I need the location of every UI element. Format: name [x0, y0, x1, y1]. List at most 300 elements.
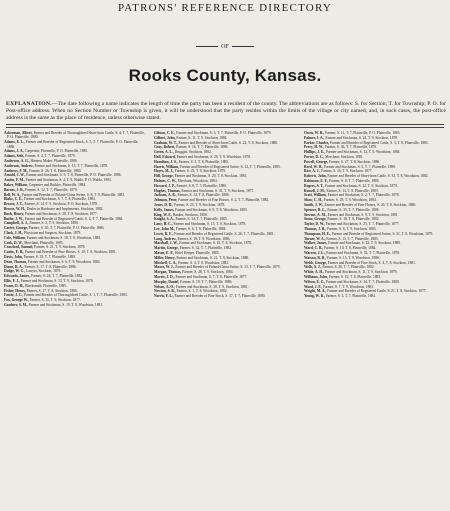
entry-name: Curtis, E. B., [4, 250, 24, 255]
entry-details: Farmer and Breeder of Poland-China Swine, S. 8, T. 9, Plainville, 1881. [21, 192, 126, 197]
entry-details: Farmer and Stockman, S. 10, T. 8, Stockton, 1878. [179, 241, 252, 246]
directory-entry [4, 212, 146, 216]
entry-details: Farmer and Stockman, S. 12, T. 9, Woodston, 1884. [326, 150, 401, 155]
entry-details: Farmer, S. 4, T. 7, Plainville, 1879. [25, 154, 76, 159]
directory-entry [304, 241, 446, 245]
entry-name: Anderson, Andrew, [4, 163, 34, 168]
directory-entry [304, 294, 446, 298]
entry-details: Farmer and Breeder of Poland-China Swine, S. 13, T. 7, Plainville, 1879. [175, 265, 281, 270]
directory-entry [4, 298, 146, 302]
entry-details: Farmer and Stockman, S. 13, T. 9, Stockton, 1878. [20, 278, 94, 283]
entry-name: Graham, W. T., [154, 140, 178, 145]
entry-details: Blacksmith, Plainville, 1885. [25, 283, 67, 288]
entry-name: Hill, George, [154, 174, 174, 179]
directory-entry [154, 174, 296, 178]
entry-name: Foster, J. C., [4, 293, 24, 298]
directory-entry [154, 150, 296, 154]
divider-rule [6, 124, 444, 125]
entry-name: Newton, S. B., [154, 289, 176, 294]
entry-name: Dixon, R. A., [4, 264, 24, 269]
entry-name: White, A. H., [304, 270, 324, 275]
entry-details: Farmer, S. 34, T. 7, Plainville, 1885. [175, 217, 228, 222]
directory-entry [4, 169, 146, 173]
entry-name: Morgan, Thomas, [154, 270, 182, 275]
entry-details: Farmer, S. 35, T. 9, Stockton, 1877. [29, 298, 81, 303]
entry-details: Farmer, S. 7, T. 9, Woodston, 1883. [322, 284, 374, 289]
directory-entry [4, 303, 146, 307]
entry-name: Wilson, E. C., [304, 279, 326, 284]
explanation-label: EXPLANATION. [6, 101, 52, 107]
directory-entry [154, 222, 296, 226]
entry-name: Scott, William, [304, 193, 327, 198]
entry-name: Rice, A. J., [304, 169, 321, 174]
entry-name: Adams, J. A., [4, 149, 25, 154]
directory-title: PATRONS' REFERENCE DIRECTORY [117, 2, 333, 14]
entry-details: Farmer and Stockman, S. 11, T. 9, Stockton, 1879. [324, 270, 398, 275]
entry-details: Farmer, S. 8, T. 7, Plainville, 1885. [329, 178, 380, 183]
entry-name: Brown, W. H., [4, 206, 26, 211]
directory-entry [154, 246, 296, 250]
entry-details: Farmer and Breeder of Fine Horses, S. 10, T. 8, Stockton, 1881. [24, 250, 117, 255]
entry-name: Brown, J. T., [4, 202, 24, 207]
entry-details: Farmer, S. 27, T. 8, Stockton, 1880. [26, 288, 78, 293]
entry-name: Campbell, A. J., [4, 221, 29, 226]
directory-entry [154, 275, 296, 279]
directory-entry [304, 208, 446, 212]
directory-entry [154, 141, 296, 145]
entry-details: Farmer, S. 18, T. 8, Plainville, 1882. [327, 217, 380, 222]
directory-entry [154, 251, 296, 255]
directory-entry [154, 165, 296, 169]
entry-details: Farmer and Stockman, S. 24, T. 9, Stockton, 1878. [325, 135, 398, 140]
directory-entry [154, 217, 296, 221]
directory-columns [4, 131, 446, 509]
directory-entry [304, 155, 446, 159]
directory-entry [304, 270, 446, 274]
entry-details: Farmer and Stockman, S. 5, T. 7, Plainville, 1880. [324, 164, 396, 169]
entry-name: Hayes, M. J., [154, 169, 174, 174]
directory-entry [154, 261, 296, 265]
entry-details: Merchant, Stockton, 1881. [325, 154, 364, 159]
directory-column-2 [154, 131, 296, 509]
explanation-text: —The date following a name indicates the length of time the party has been a resident of the county. The abbreviations are as follows: S. for Section; T. for Township; P. O. for Post-office address. When no Section Number or Township is given, it will be understood that the party resides within the limits of the village or city named, and, in such cases, the post-office address is the same as the place of residence, unless otherwise stated. [6, 101, 446, 121]
entry-details: Farmer and Stockman, S. 2, T. 7, Plainville, 1878. [327, 193, 400, 198]
entry-name: Morris, J. D., [154, 274, 175, 279]
entry-details: Farmer, S. 24, T. 7, Plainville, 1882. [30, 274, 84, 279]
entry-details: Farmer and Breeder of Registered Cattle, S. 21, T. 8, Stockton, 1877. [327, 289, 427, 294]
entry-details: Farmer, S. 4, T. 8, Woodston, 1883. [178, 260, 230, 265]
explanation-paragraph [6, 101, 446, 122]
entry-details: Farmer, S. 2, T. 9, Stockton, 1880. [29, 221, 79, 226]
entry-details: Farmer and Stockman, S. 25, T. 7, Plainville, 1877. [325, 222, 400, 227]
entry-details: Farmer and Stockman, S. 9, T. 8, Woodston, 1883. [175, 207, 248, 212]
entry-name: Mason, E. P., [154, 250, 175, 255]
entry-name: Moore, W. J., [154, 265, 175, 270]
entry-details: Farmer and Stockman, S. 3, T. 7, Plainville, P. O. Plainville, 1879. [176, 131, 272, 135]
directory-entry [4, 293, 146, 297]
directory-entry [154, 232, 296, 236]
entry-name: Ward, C. B., [304, 246, 324, 251]
entry-details: Farmer, S. 29, T. 9, Woodston, 1884. [323, 198, 377, 203]
entry-details: Farmer, S. 16, T. 9, Stockton, 1877. [321, 169, 373, 174]
entry-name: Clark, J. H., [4, 230, 23, 235]
entry-details: Farmer and Stockman, S. 32, T. 7, Plainville, 1878. [326, 250, 401, 255]
entry-details: Hotel Keeper, Plainville, 1885. [174, 250, 220, 255]
entry-details: Farmer, S. 3, T. 7, Plainville, 1884. [325, 294, 377, 299]
directory-entry [4, 236, 146, 240]
entry-name: Jackson, A. B., [154, 193, 177, 198]
entry-name: Marshall, J. W., [154, 241, 179, 246]
directory-entry [4, 164, 146, 168]
directory-entry [154, 189, 296, 193]
directory-entry [154, 270, 296, 274]
entry-name: Ellis, F. J., [4, 278, 20, 283]
directory-entry [4, 149, 146, 153]
directory-entry [304, 275, 446, 279]
directory-entry [4, 140, 146, 149]
entry-name: Norris, F. L., [154, 294, 174, 299]
directory-entry [154, 203, 296, 207]
entry-details: Farmer, S. 19, T. 8, Plainville, 1885. [328, 274, 382, 279]
county-title: Rooks County, Kansas. [128, 66, 322, 85]
entry-details: Druggist, Stockton, 1882. [174, 150, 212, 155]
entry-details: Farmer and Stockman, S. 15, T. 9, Stockton, 1879. [173, 222, 247, 227]
directory-entry [304, 145, 446, 149]
entry-details: Farmer, S. 17, T. 8, Plainville, 1886. [24, 264, 77, 269]
entry-details: Farmer, S. 36, T. 7, Plainville, 1879. [324, 145, 378, 150]
entry-details: Farmer, S. 26, T. 8, Plainville, 1880. [29, 168, 82, 173]
entry-details: Farmer and Breeder of Registered Stock, S. 5, T. 7, Plainville, P. O. Plainville, 1886. [7, 140, 139, 149]
entry-name: Howard, J. P., [154, 183, 176, 188]
directory-entry [304, 222, 446, 226]
entry-details: Farmer, S. 8, T. 7, Plainville, 1880. [176, 183, 227, 188]
directory-entry [304, 232, 446, 236]
directory-entry [304, 193, 446, 197]
directory-entry [4, 279, 146, 283]
entry-name: Wood, J. F., [304, 284, 323, 289]
directory-entry [304, 213, 446, 217]
directory-entry [154, 256, 296, 260]
divider-rule [6, 127, 444, 128]
entry-name: Owen, W. R., [304, 131, 325, 135]
directory-entry [154, 227, 296, 231]
entry-name: Lane, H. C., [154, 222, 173, 227]
entry-details: Farmer and Breeder of Short-horn Cattle, S. 22, T. 8, Stockton, 1880. [178, 140, 279, 145]
entry-details: Farmer and Stockman, S. 28, T. 8, Stockton, 1877. [24, 211, 98, 216]
directory-entry [304, 237, 446, 241]
entry-name: Porter, D. C., [304, 154, 325, 159]
entry-details: Farmer and Stockman, S. 4, T. 9, Waldo, P. O. Waldo, 1883. [25, 178, 112, 183]
entry-name: Butler, J. W., [4, 216, 24, 221]
entry-name: Carter, George, [4, 226, 28, 231]
entry-details: Farmer and Stockman, S. 31, T. 9, Stockton, 1877. [181, 188, 255, 193]
entry-name: Spencer, R. L., [304, 207, 327, 212]
directory-entry [154, 169, 296, 173]
entry-details: Farmer, S. 23, T. 9, Stockton, 1878. [174, 202, 226, 207]
entry-name: Bell, W. A., [4, 192, 21, 197]
entry-name: Fisher, Henry, [4, 288, 26, 293]
directory-entry [304, 169, 446, 173]
entry-name: Reed, W. H., [304, 164, 324, 169]
directory-entry [304, 227, 446, 231]
directory-entry [4, 183, 146, 187]
directory-entry [4, 260, 146, 264]
entry-details: Farmer, S. 1, T. 8, Woodston, 1882. [176, 289, 228, 294]
directory-entry [154, 136, 296, 140]
entry-name: Cook, D. W., [4, 240, 24, 245]
entry-details: Farmer, S. 19, T. 7, Plainville, 1886. [180, 279, 233, 284]
entry-details: Farmer, S. 13, T. 7, Plainville, 1883. [326, 236, 379, 241]
directory-entry [154, 208, 296, 212]
entry-name: Powell, George, [304, 159, 329, 164]
entry-details: Farmer, S. 16, T. 7, Plainville, 1886. [176, 145, 229, 150]
directory-entry [304, 184, 446, 188]
directory-entry [304, 189, 446, 193]
entry-name: Watson, R. D., [304, 255, 327, 260]
entry-details: Farmer and Stockman, S. 30, T. 9, Stockton, 1881. [175, 284, 249, 289]
entry-name: Arnold, J. W., [4, 173, 26, 178]
entry-details: Farmer and Stockman, S. 22, T. 9, Stockton, 1879. [325, 183, 398, 188]
entry-name: Gardner, S. M., [4, 302, 28, 307]
entry-name: Thomas, J. R., [304, 226, 327, 231]
entry-name: Rogers, S. T., [304, 183, 325, 188]
entry-name: Mitchell, C. A., [154, 260, 178, 265]
entry-name: Walker, James, [304, 241, 328, 246]
entry-details: Farmer, S. 15, T. 9, Woodston, 1886. [327, 255, 380, 260]
directory-entry [304, 289, 446, 293]
entry-details: Farmer and Stockman, S. 15, T. 7, Plainville, 1878. [34, 163, 109, 168]
entry-details: Farmer, S. 28, T. 9, Stockton, 1884. [182, 270, 234, 275]
entry-name: Adams, E. L., [4, 140, 25, 145]
entry-details: Farmer and Stockman, S. 6, T. 9, Woodston, 1884. [27, 259, 101, 264]
entry-details: Farmer and Stockman, S. 23, T. 9, Stockton, 1880. [328, 241, 401, 246]
entry-details: Farmer and Stockman, S. 7, T. 8, Plainville, 1885. [24, 197, 96, 202]
directory-entry [154, 280, 296, 284]
entry-name: Wright, M. A., [304, 289, 327, 294]
entry-name: Stone, George, [304, 217, 327, 222]
entry-name: Hamilton, J. S., [154, 159, 178, 164]
entry-details: Farmer, S. 12, T. 7, Plainville, 1879. [25, 187, 78, 192]
directory-entry [304, 174, 446, 178]
entry-details: Farmer and Breeder of Fine Horses, S. 20, T. 8, Stockton, 1880. [324, 202, 417, 207]
entry-details: Farmer, S. 14, T. 8, Plainville, 1886. [177, 193, 230, 198]
entry-name: Evans, D. H., [4, 283, 25, 288]
entry-name: Robinson, E. F., [304, 178, 329, 183]
directory-entry [4, 241, 146, 245]
directory-entry [154, 155, 296, 159]
entry-name: Murphy, Daniel, [154, 279, 180, 284]
directory-entry [304, 179, 446, 183]
entry-details: Farmer, S. 11, T. 7, Plainville, P. O. Plainville, 1885. [325, 131, 401, 135]
entry-name: Webb, George, [304, 260, 327, 265]
entry-name: Martin, George, [154, 246, 179, 251]
entry-details: Farmer and Breeder of Registered Cattle, S. 4, T. 7, Plainville, 1884. [24, 216, 124, 221]
entry-details: Farmer, S. 21, T. 9, Stockton, 1878. [34, 245, 86, 250]
entry-name: Nelson, A. O., [154, 284, 175, 289]
entry-name: Green, A. L., [154, 150, 174, 155]
directory-entry [304, 256, 446, 260]
entry-details: Merchant, Woodston, 1884. [177, 178, 218, 183]
entry-details: Farmer, S. 35, T. 7, Plainville, 1886. [327, 207, 380, 212]
entry-name: Lewis, R. E., [154, 231, 174, 236]
directory-entry [154, 184, 296, 188]
directory-entry [304, 136, 446, 140]
directory-entry [154, 193, 296, 197]
directory-entry [304, 131, 446, 135]
directory-entry [154, 241, 296, 245]
entry-details: Physician and Surgeon, Stockton, 1879. [23, 230, 82, 235]
directory-entry [154, 160, 296, 164]
directory-entry [304, 246, 446, 250]
entry-name: Blake, C. E., [4, 197, 24, 202]
entry-name: Baker, William, [4, 182, 28, 187]
entry-details: Merchant, Plainville, 1885. [24, 240, 64, 245]
entry-details: Harness Maker, Plainville, 1886. [30, 159, 78, 163]
entry-name: Roberts, John, [304, 174, 327, 179]
entry-name: Adams, Seth, [4, 154, 25, 159]
entry-details: Farmer and Breeder of Registered Swine, S. 12, T. 7, Plainville, 1885. [180, 164, 281, 169]
directory-column-3 [304, 131, 446, 509]
directory-entry [154, 237, 296, 241]
entry-name: Barnes, J. B., [4, 187, 25, 192]
entry-name: Fox, George W., [4, 298, 29, 303]
entry-name: Thompson, H. E., [304, 231, 331, 236]
directory-entry [304, 141, 446, 145]
directory-entry [304, 160, 446, 164]
directory-entry [154, 265, 296, 269]
directory-entry [304, 150, 446, 154]
entry-details: Farmer and Breeder of Thoroughbred Cattle, S. 1, T. 7, Plainville, 1883. [24, 293, 128, 298]
entry-details: Farmer, S. 11, T. 9, Stockton, 1884. [176, 135, 228, 140]
directory-entry [154, 145, 296, 149]
entry-name: Holmes, C. W., [154, 178, 177, 183]
directory-entry [4, 250, 146, 254]
entry-name: Cole, William, [4, 235, 26, 240]
directory-entry [4, 131, 146, 140]
directory-entry [4, 159, 146, 163]
entry-details: Farmer, S. 14, T. 9, Stockton, P. O. Stockton, 1878. [24, 202, 98, 207]
directory-entry [4, 197, 146, 201]
entry-details: Farmer and Breeder of Fine Stock, S. 4, T. 8, Stockton, 1881. [327, 260, 416, 265]
entry-details: Farmer and Stockman, S. 18, T. 8, Woodston, 1883. [26, 235, 102, 240]
entry-name: Davis, John, [4, 254, 23, 259]
entry-name: Gray, Robert, [154, 145, 176, 150]
entry-name: Wells, S. J., [304, 265, 322, 270]
directory-entry [4, 284, 146, 288]
directory-entry [304, 285, 446, 289]
directory-entry [304, 198, 446, 202]
entry-name: Gilbert, John, [154, 135, 176, 140]
entry-name: Andrews, F. M., [4, 168, 29, 173]
entry-details: Farmer and Stockman, S. 21, T. 9, Stockton, 1880. [176, 255, 250, 260]
directory-entry [4, 154, 146, 158]
entry-name: Stevens, A. M., [304, 212, 327, 217]
entry-details: Farmer, S. 27, T. 8, Stockton, 1886. [328, 159, 381, 164]
entry-details: Farmer and Breeder of Thoroughbred Short-horn Cattle, S. 4, T. 7, Plainville, P. O. Plainville, 1880. [7, 131, 145, 140]
entry-name: Austin, F. M., [4, 178, 25, 183]
directory-entry [4, 188, 146, 192]
entry-name: Dodge, W. C., [4, 269, 25, 274]
entry-details: Farmer, S. 33, T. 7, Plainville, 1880. [23, 254, 76, 259]
directory-entry [4, 221, 146, 225]
entry-name: Taylor, D. W., [304, 222, 325, 227]
directory-entry [304, 217, 446, 221]
entry-name: Phillips, J. E., [304, 150, 326, 155]
entry-name: Smith, J. W., [304, 202, 324, 207]
entry-details: Farmer, S. 32, T. 7, Plainville, 1882. [179, 246, 232, 251]
directory-entry [154, 198, 296, 202]
entry-name: Knight, S. A., [154, 217, 175, 222]
entry-name: Hall, Edward, [154, 154, 176, 159]
entry-details: Farmer and Stockman, S. 19, T. 8, Woodston, 1881. [28, 302, 104, 307]
entry-details: Farmer, S. 14, T. 8, Plainville, 1883. [326, 188, 379, 193]
entry-details: Farmer and Stockman, S. 9, T. 9, Stockton, 1881. [327, 212, 399, 217]
entry-details: Carpenter, Plainville, P. O. Plainville, 1885. [25, 149, 89, 154]
entry-name: Turner, W. A., [304, 236, 326, 241]
entry-details: Farmer and Breeder of Registered Cattle, S. 26, T. 7, Plainville, 1881. [174, 231, 275, 236]
entry-name: Hughes, Thomas, [154, 188, 181, 193]
entry-details: Farmer and Breeder of Short-horn Cattle, S. 33, T. 8, Woodston, 1882. [327, 174, 429, 179]
of-label: OF [0, 44, 450, 50]
entry-name: Lee, John M., [154, 226, 176, 231]
entry-details: Farmer, S. 6, T. 9, Stockton, 1885. [327, 226, 377, 231]
directory-entry [4, 231, 146, 235]
directory-entry [4, 226, 146, 230]
entry-details: Farmer, S. 5, T. 8, Plainville, 1883. [178, 159, 230, 164]
entry-name: Russell, J. M., [304, 188, 326, 193]
directory-entry [4, 173, 146, 177]
directory-entry [4, 269, 146, 273]
entry-name: Harris, William, [154, 164, 180, 169]
entry-details: Farmer and Stockman, S. 34, T. 7, Plainville, 1880. [326, 279, 400, 284]
entry-details: Farmer, S. 6, T. 8, Plainville, 1884. [175, 226, 227, 231]
directory-entry [4, 217, 146, 221]
entry-details: Lawyer, Stockton, 1879. [25, 269, 62, 274]
entry-name: Young, W. B., [304, 294, 325, 299]
entry-name: Perry, H. W., [304, 145, 324, 150]
entry-name: Gibson, C. E., [154, 131, 176, 135]
directory-entry [4, 274, 146, 278]
entry-name: Anderson, A. G., [4, 159, 30, 163]
directory-entry [4, 245, 146, 249]
entry-details: Farmer and Stockman, S. 29, T. 9, Woodston, 1878. [176, 154, 251, 159]
directory-entry [154, 294, 296, 298]
entry-name: Long, Andrew, [154, 236, 177, 241]
entry-name: Dean, Thomas, [4, 259, 27, 264]
directory-column-1 [4, 131, 146, 509]
entry-details: Carpenter and Builder, Plainville, 1884. [28, 182, 87, 187]
entry-details: Farmer and Stockman, S. 20, T. 8, Stockton, 1881. [174, 174, 248, 179]
entry-details: Farmer and Breeder of Registered Swine, S. 31, T. 8, Woodston, 1879. [331, 231, 434, 236]
entry-name: Ackerman, Albert, [4, 131, 33, 135]
directory-entry [154, 131, 296, 135]
directory-entry [304, 165, 446, 169]
directory-entry [304, 251, 446, 255]
entry-name: Kelly, James, [154, 207, 175, 212]
entry-details: Farmer, S. 26, T. 7, Plainville, 1882. [322, 265, 375, 270]
entry-name: Edwards, James, [4, 274, 31, 279]
entry-details: Farmer and Breeder of Fine Horses, S. 2, T. 7, Plainville, 1882. [178, 198, 270, 203]
directory-entry [4, 178, 146, 182]
directory-entry [304, 203, 446, 207]
directory-entry [154, 179, 296, 183]
entry-details: Farmer, S. 10, T. 8, Plainville, 1884. [324, 246, 377, 251]
directory-entry [4, 207, 146, 211]
directory-entry [4, 255, 146, 259]
entry-details: Farmer and Stockman, S. 9, T. 8, Plainville, P. O. Plainville, 1886. [26, 173, 122, 178]
directory-entry [4, 265, 146, 269]
entry-name: Parker, Charles, [304, 140, 330, 145]
